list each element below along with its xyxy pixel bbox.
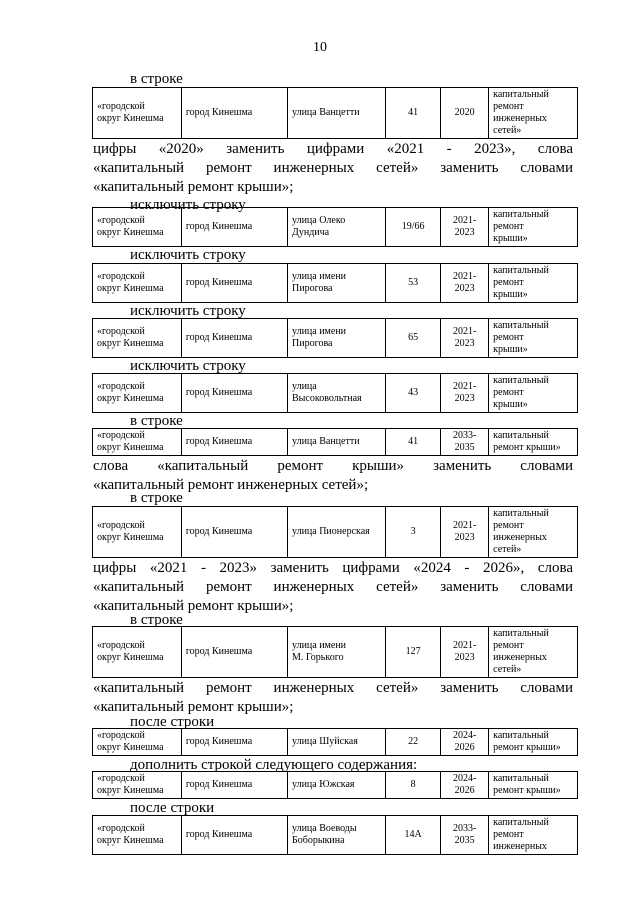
settlement-cell (181, 772, 287, 799)
instruction-in-row: в строке (130, 71, 183, 87)
house-number-cell (386, 772, 441, 799)
paragraph-replace-4 (93, 679, 573, 717)
house-number-cell (386, 507, 441, 558)
cell-line: ремонт (493, 520, 524, 531)
settlement-cell (181, 627, 287, 678)
cell-line: капитальный (493, 375, 549, 386)
street-cell (288, 772, 386, 799)
cell-line: 2026 (454, 742, 475, 753)
cell-line: 2023 (454, 532, 475, 543)
paragraph-replace-1 (93, 140, 573, 197)
cell-line: улица имени (292, 640, 347, 651)
cell-line: ремонт крыши» (493, 742, 561, 753)
cell-line: 2020 (454, 107, 475, 118)
cell-line: 2021- (452, 381, 477, 392)
cell-line: 2024- (452, 773, 477, 784)
paragraph-line: «капитальный ремонт крыши»; (93, 598, 294, 614)
cell-line: 2023 (454, 393, 475, 404)
cell-line: 53 (408, 277, 419, 288)
cell-line: крыши» (493, 233, 528, 244)
period-cell (441, 729, 489, 756)
municipality-cell (93, 729, 182, 756)
row-table-10 (92, 771, 578, 799)
cell-line: крыши» (493, 399, 528, 410)
cell-line: капитальный (493, 430, 549, 441)
cell-line: ремонт (493, 387, 524, 398)
cell-line: 8 (410, 779, 416, 790)
cell-line: 2021- (452, 640, 477, 651)
paragraph-line: слова «капитальный ремонт крыши» заменить словами (93, 458, 573, 474)
cell-line: капитальный (493, 628, 549, 639)
street-cell (288, 208, 386, 247)
cell-line: «городской (97, 215, 145, 226)
house-number-cell (386, 816, 441, 855)
house-number-cell (386, 729, 441, 756)
cell-line: округ Кинешма (97, 785, 164, 796)
paragraph-line: «капитальный ремонт инженерных сетей»; (93, 477, 369, 493)
cell-line: город Кинешма (185, 436, 253, 447)
cell-line: 2021- (452, 520, 477, 531)
house-number-cell (386, 374, 441, 413)
cell-line: город Кинешма (185, 277, 253, 288)
table-row (93, 429, 578, 456)
cell-line: «городской (97, 381, 145, 392)
cell-line: город Кинешма (185, 387, 253, 398)
instruction-after-row: после строки (130, 714, 215, 730)
municipality-cell (93, 772, 182, 799)
paragraph-line: цифры «2020» заменить цифрами «2021 - 2023», слова (93, 141, 573, 157)
instruction-in-row: в строке (130, 490, 183, 506)
period-cell (441, 374, 489, 413)
cell-line: 2021- (452, 271, 477, 282)
house-number-cell (386, 429, 441, 456)
table-row (93, 772, 578, 799)
work-type-cell (489, 772, 578, 799)
cell-line: 43 (408, 387, 419, 398)
table-row (93, 627, 578, 678)
municipality-cell (93, 429, 182, 456)
period-cell (441, 507, 489, 558)
table-row (93, 374, 578, 413)
period-cell (441, 627, 489, 678)
instruction-add-row: дополнить строкой следующего содержания: (130, 757, 418, 773)
cell-line: 2023 (454, 283, 475, 294)
page-number: 10 (313, 40, 327, 55)
paragraph-replace-3 (93, 559, 573, 616)
cell-line: сетей» (493, 125, 522, 136)
cell-line: капитальный (493, 773, 549, 784)
cell-line: улица имени (292, 326, 347, 337)
work-type-cell (489, 374, 578, 413)
period-cell (441, 208, 489, 247)
cell-line: ремонт крыши» (493, 442, 561, 453)
cell-line: 2021- (452, 215, 477, 226)
cell-line: «городской (97, 430, 145, 441)
period-cell (441, 88, 489, 139)
cell-line: 2035 (454, 442, 475, 453)
cell-line: округ Кинешма (97, 227, 164, 238)
cell-line: Пирогова (292, 283, 333, 294)
street-cell (288, 88, 386, 139)
cell-line: город Кинешма (185, 779, 253, 790)
cell-line: 2035 (454, 835, 475, 846)
cell-line: 65 (408, 332, 419, 343)
cell-line: сетей» (493, 664, 522, 675)
cell-line: улица Олеко (292, 215, 346, 226)
cell-line: улица Ванцетти (292, 107, 360, 118)
municipality-cell (93, 264, 182, 303)
settlement-cell (181, 88, 287, 139)
cell-line: капитальный (493, 209, 549, 220)
work-type-cell (489, 88, 578, 139)
street-cell (288, 319, 386, 358)
street-cell (288, 429, 386, 456)
cell-line: 2023 (454, 652, 475, 663)
work-type-cell (489, 429, 578, 456)
cell-line: 2023 (454, 227, 475, 238)
street-cell (288, 507, 386, 558)
cell-line: город Кинешма (185, 829, 253, 840)
settlement-cell (181, 429, 287, 456)
work-type-cell (489, 264, 578, 303)
table-row (93, 88, 578, 139)
municipality-cell (93, 627, 182, 678)
cell-line: ремонт (493, 101, 524, 112)
cell-line: Боборыкина (292, 835, 345, 846)
street-cell (288, 374, 386, 413)
cell-line: «городской (97, 773, 145, 784)
settlement-cell (181, 816, 287, 855)
cell-line: ремонт (493, 277, 524, 288)
municipality-cell (93, 816, 182, 855)
municipality-cell (93, 88, 182, 139)
instruction-exclude-row: исключить строку (130, 358, 246, 374)
cell-line: Высоковольтная (292, 393, 362, 404)
work-type-cell (489, 729, 578, 756)
cell-line: 2033- (452, 823, 477, 834)
cell-line: сетей» (493, 544, 522, 555)
paragraph-line: «капитальный ремонт инженерных сетей» заменить словами (93, 579, 573, 595)
row-table-9 (92, 728, 578, 756)
cell-line: улица Ванцетти (292, 436, 360, 447)
cell-line: ремонт (493, 332, 524, 343)
cell-line: инженерных (493, 841, 547, 852)
cell-line: 2024- (452, 730, 477, 741)
work-type-cell (489, 627, 578, 678)
row-table-1 (92, 87, 578, 139)
cell-line: город Кинешма (185, 736, 253, 747)
house-number-cell (386, 264, 441, 303)
period-cell (441, 772, 489, 799)
cell-line: М. Горького (292, 652, 344, 663)
table-row (93, 816, 578, 855)
house-number-cell (386, 627, 441, 678)
cell-line: округ Кинешма (97, 283, 164, 294)
cell-line: капитальный (493, 320, 549, 331)
paragraph-line: цифры «2021 - 2023» заменить цифрами «2024 - 2026», слова (93, 560, 573, 576)
cell-line: крыши» (493, 289, 528, 300)
instruction-in-row: в строке (130, 612, 183, 628)
cell-line: капитальный (493, 817, 549, 828)
row-table-3 (92, 263, 578, 303)
cell-line: «городской (97, 101, 145, 112)
period-cell (441, 264, 489, 303)
work-type-cell (489, 816, 578, 855)
cell-line: 41 (408, 107, 419, 118)
cell-line: Пирогова (292, 338, 333, 349)
cell-line: улица имени (292, 271, 347, 282)
cell-line: инженерных (493, 652, 547, 663)
house-number-cell (386, 319, 441, 358)
cell-line: капитальный (493, 265, 549, 276)
row-table-6 (92, 428, 578, 456)
cell-line: 2021- (452, 326, 477, 337)
cell-line: округ Кинешма (97, 532, 164, 543)
cell-line: «городской (97, 520, 145, 531)
house-number-cell (386, 88, 441, 139)
house-number-cell (386, 208, 441, 247)
row-table-4 (92, 318, 578, 358)
cell-line: округ Кинешма (97, 652, 164, 663)
period-cell (441, 319, 489, 358)
cell-line: 41 (408, 436, 419, 447)
work-type-cell (489, 208, 578, 247)
cell-line: город Кинешма (185, 332, 253, 343)
cell-line: 19/66 (401, 221, 425, 232)
paragraph-line: «капитальный ремонт крыши»; (93, 179, 294, 195)
settlement-cell (181, 208, 287, 247)
cell-line: город Кинешма (185, 526, 253, 537)
cell-line: округ Кинешма (97, 742, 164, 753)
table-row (93, 507, 578, 558)
cell-line: ремонт (493, 640, 524, 651)
cell-line: Дундича (292, 227, 330, 238)
cell-line: ремонт (493, 221, 524, 232)
period-cell (441, 816, 489, 855)
cell-line: округ Кинешма (97, 393, 164, 404)
settlement-cell (181, 374, 287, 413)
street-cell (288, 816, 386, 855)
cell-line: улица Воеводы (292, 823, 357, 834)
cell-line: округ Кинешма (97, 442, 164, 453)
cell-line: 2026 (454, 785, 475, 796)
cell-line: улица (292, 381, 317, 392)
instruction-exclude-row: исключить строку (130, 197, 246, 213)
instruction-exclude-row: исключить строку (130, 247, 246, 263)
cell-line: капитальный (493, 508, 549, 519)
cell-line: «городской (97, 326, 145, 337)
cell-line: округ Кинешма (97, 835, 164, 846)
cell-line: 14А (404, 829, 422, 840)
street-cell (288, 627, 386, 678)
row-table-8 (92, 626, 578, 678)
settlement-cell (181, 507, 287, 558)
paragraph-line: «капитальный ремонт крыши»; (93, 699, 294, 715)
cell-line: 127 (405, 646, 421, 657)
cell-line: город Кинешма (185, 221, 253, 232)
work-type-cell (489, 507, 578, 558)
table-row (93, 208, 578, 247)
cell-line: «городской (97, 823, 145, 834)
cell-line: округ Кинешма (97, 113, 164, 124)
cell-line: ремонт крыши» (493, 785, 561, 796)
municipality-cell (93, 208, 182, 247)
municipality-cell (93, 319, 182, 358)
cell-line: «городской (97, 640, 145, 651)
cell-line: инженерных (493, 532, 547, 543)
street-cell (288, 729, 386, 756)
table-row (93, 264, 578, 303)
row-table-2 (92, 207, 578, 247)
instruction-after-row: после строки (130, 800, 215, 816)
municipality-cell (93, 374, 182, 413)
paragraph-line: «капитальный ремонт инженерных сетей» заменить словами (93, 680, 573, 696)
cell-line: инженерных (493, 113, 547, 124)
cell-line: улица Южская (292, 779, 355, 790)
period-cell (441, 429, 489, 456)
street-cell (288, 264, 386, 303)
settlement-cell (181, 264, 287, 303)
row-table-5 (92, 373, 578, 413)
cell-line: 2033- (452, 430, 477, 441)
cell-line: округ Кинешма (97, 338, 164, 349)
row-table-7 (92, 506, 578, 558)
cell-line: ремонт (493, 829, 524, 840)
cell-line: город Кинешма (185, 646, 253, 657)
cell-line: город Кинешма (185, 107, 253, 118)
cell-line: капитальный (493, 89, 549, 100)
cell-line: «городской (97, 271, 145, 282)
table-row (93, 729, 578, 756)
cell-line: улица Шуйская (292, 736, 358, 747)
instruction-exclude-row: исключить строку (130, 303, 246, 319)
work-type-cell (489, 319, 578, 358)
cell-line: 22 (408, 736, 419, 747)
row-table-11 (92, 815, 578, 855)
table-row (93, 319, 578, 358)
municipality-cell (93, 507, 182, 558)
cell-line: 2023 (454, 338, 475, 349)
cell-line: улица Пионерская (292, 526, 370, 537)
cell-line: «городской (97, 730, 145, 741)
settlement-cell (181, 319, 287, 358)
instruction-in-row: в строке (130, 413, 183, 429)
cell-line: капитальный (493, 730, 549, 741)
cell-line: 3 (410, 526, 416, 537)
paragraph-line: «капитальный ремонт инженерных сетей» заменить словами (93, 160, 573, 176)
cell-line: крыши» (493, 344, 528, 355)
settlement-cell (181, 729, 287, 756)
